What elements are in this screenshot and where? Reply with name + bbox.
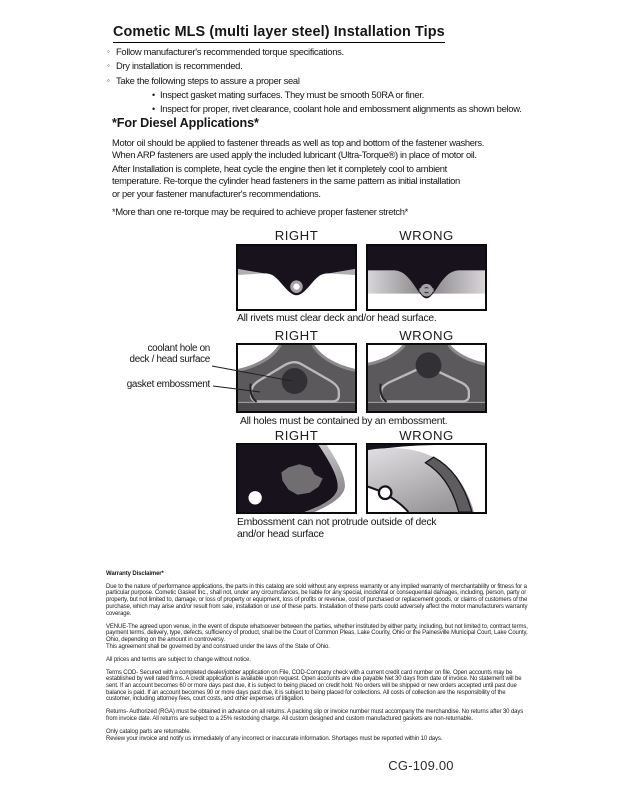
- embossment-wrong-illustration: [368, 445, 485, 512]
- text-line: coolant hole on: [147, 343, 210, 354]
- list-item-text: Inspect for proper, rivet clearance, coolant hole and embossment alignments as shown below.: [160, 103, 522, 115]
- list-item-text: Dry installation is recommended.: [116, 60, 243, 72]
- warranty-paragraph: All prices and terms are subject to change without notice.: [106, 656, 251, 663]
- diagram-hole-wrong: [366, 343, 487, 413]
- rivet-wrong-illustration: [368, 246, 485, 309]
- list-item: [107, 88, 577, 102]
- text-line: deck / head surface: [129, 354, 210, 365]
- coolant-hole-label: [98, 343, 210, 365]
- gasket-embossment-label: gasket embossment: [126, 379, 210, 390]
- rivet-right-illustration: [238, 246, 355, 309]
- text-line: When ARP fasteners are used apply the included lubricant (Ultra-Torque®) in place of motor oil.: [112, 149, 477, 161]
- text-line: After Installation is complete, heat cycle the engine then let it completely cool to ambient: [112, 163, 447, 174]
- wrong-label-row3: WRONG: [399, 428, 454, 443]
- rivets-caption: All rivets must clear deck and/or head surface.: [237, 313, 437, 324]
- list-item-text: Inspect gasket mating surfaces. They must be smooth 50RA or finer.: [160, 88, 425, 100]
- retorque-note: *More than one re-torque may be required to achieve proper fastener stretch*: [112, 206, 408, 217]
- text-line: and/or head surface: [237, 529, 324, 540]
- page-code: CG-109.00: [388, 758, 454, 773]
- list-item-text: Take the following steps to assure a proper seal: [116, 74, 300, 86]
- warranty-disclaimer: [106, 571, 530, 749]
- warranty-paragraph: VENUE-The agreed upon venue, in the event of dispute whatsoever between the parties, whether instituted by either party, including, but not limited to, contract terms, payment terms, delivery, type, defects, sufficiency of product, shall be the Court of Common Pleas, Lake County, Ohio or the Painesville Municipal Court, Lake County, Ohio, depending on the amount in controversy.: [106, 623, 528, 643]
- list-item-text: Follow manufacturer's recommended torque specifications.: [116, 46, 344, 57]
- embossment-right-illustration: [238, 445, 355, 512]
- warranty-paragraph: This agreement shall be governed by and construed under the laws of the State of Ohio.: [106, 643, 330, 650]
- list-item: [107, 45, 577, 59]
- diagram-hole-right: [236, 343, 357, 413]
- warranty-paragraph: Terms COD- Secured with a completed dealer/jobber application on File, COD-Company check with a current credit card number on file. Open accounts may be established by well rated firms. A credit application is available upon request. Open accounts are due payable Net 30 days from date of invoice. No statement will be sent. If an account becomes 60 or more days past due, it is subject to being placed on credit hold. No orders will be shipped or new orders accepted until past due balance is paid. If an account becomes 90 or more days past due, it is subject to being placed for collections. All costs of collection are the responsibility of the customer, including attorney fees, court costs, and other expenses of litigation.: [106, 669, 522, 703]
- hole-wrong-illustration: [368, 345, 485, 411]
- embossment-caption: [237, 517, 436, 541]
- text-line: temperature. Re-torque the cylinder head fasteners in the same pattern as initial installation: [112, 175, 460, 187]
- list-item: [107, 102, 577, 116]
- text-line: Motor oil should be applied to fastener threads as well as top and bottom of the fastener washers.: [112, 137, 485, 148]
- wrong-label-row1: WRONG: [399, 228, 454, 243]
- filled-bullet-icon: •: [152, 89, 155, 100]
- diesel-paragraph-1: [112, 137, 484, 162]
- holes-caption: All holes must be contained by an embossment.: [240, 416, 448, 427]
- right-label-row3: RIGHT: [274, 428, 319, 443]
- page-title: Cometic MLS (multi layer steel) Installation Tips: [113, 24, 445, 43]
- text-line: or per your fastener manufacturer's recommendations.: [112, 187, 321, 199]
- warranty-paragraph: Returns- Authorized (RGA) must be obtained in advance on all returns. A packing slip or invoice number must accompany the merchandise. No returns after 30 days from invoice date. All returns are subject to a 25% restocking charge. All custom designed and custom manufactured gaskets are non-returnable.: [106, 709, 524, 723]
- right-label-row2: RIGHT: [274, 328, 319, 343]
- diagram-embossment-right: [236, 443, 357, 514]
- diagram-rivet-right: [236, 244, 357, 311]
- diesel-applications-heading: *For Diesel Applications*: [112, 116, 259, 130]
- warranty-heading: Warranty Disclaimer*: [106, 571, 164, 577]
- list-item: [107, 59, 577, 73]
- diagram-embossment-wrong: [366, 443, 487, 514]
- open-bullet-icon: ◦: [107, 61, 110, 71]
- filled-bullet-icon: •: [152, 104, 155, 115]
- warranty-paragraph: Due to the nature of performance applications, the parts in this catalog are sold without any express warranty or any implied warranty of merchantability or fitness for a particular purpose. Cometic Gasket Inc., shall not, under any circumstances, be liable for any special, incidental or consequential damages, including, person, party or property, but not limited to, damage, or loss of property or equipment, loss of profits or revenue, cost of purchased or replacement goods, or claims of customers of the purchase, which may arise and/or result from sale, installation or use of these parts. Installation of these parts could adversely affect the motor manufacturers warranty coverage.: [106, 583, 528, 617]
- diagram-rivet-wrong: [366, 244, 487, 311]
- hole-right-illustration: [238, 345, 355, 411]
- right-label-row1: RIGHT: [274, 228, 319, 243]
- diesel-paragraph-2: [112, 163, 460, 200]
- text-line: Embossment can not protrude outside of deck: [237, 517, 437, 528]
- open-bullet-icon: ◦: [107, 47, 110, 56]
- warranty-paragraph: Only catalog parts are returnable.: [106, 729, 191, 736]
- installation-tips-list: [107, 45, 577, 116]
- warranty-paragraph: Review your invoice and notify us immediately of any incorrect or inaccurate information. Shortages must be reported within 10 days.: [106, 735, 443, 742]
- wrong-label-row2: WRONG: [399, 328, 454, 343]
- list-item: [107, 74, 577, 88]
- open-bullet-icon: ◦: [107, 75, 110, 85]
